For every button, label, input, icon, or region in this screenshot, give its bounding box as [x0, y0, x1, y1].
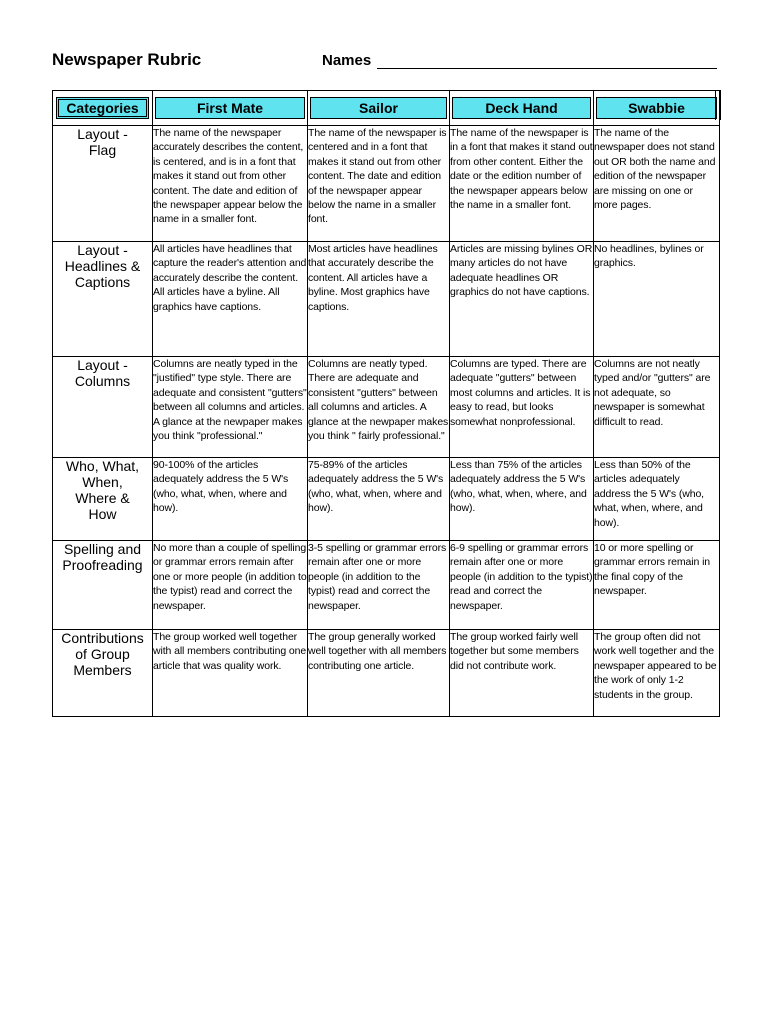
- criteria-cell: No more than a couple of spelling or grammar errors remain after one or more people (in addition to the typist) read and correct the newspaper.: [153, 541, 308, 630]
- criteria-cell: 75-89% of the articles adequately address the 5 W's (who, what, when, where and how).: [308, 458, 450, 541]
- column-header-sailor: Sailor: [308, 91, 450, 126]
- criteria-cell: 6-9 spelling or grammar errors remain after one or more people (in addition to the typist) read and correct the newspaper.: [450, 541, 594, 630]
- criteria-cell: 90-100% of the articles adequately address the 5 W's (who, what, when, where and how).: [153, 458, 308, 541]
- category-cell: Contributions of Group Members: [53, 630, 153, 717]
- category-cell: Spelling and Proofreading: [53, 541, 153, 630]
- category-cell: Who, What, When, Where & How: [53, 458, 153, 541]
- criteria-cell: The group worked well together with all members contributing one article that was quality work.: [153, 630, 308, 717]
- table-row: [53, 357, 720, 458]
- criteria-cell: The name of the newspaper accurately describes the content, is centered, and is in a font that makes it stand out from other content. The date and edition of the newspaper appear below the name in a smaller font.: [153, 126, 308, 242]
- column-header-categories: Categories: [53, 91, 153, 126]
- table-row: [53, 458, 720, 541]
- header-right-edge: [715, 90, 721, 120]
- criteria-cell: Columns are typed. There are adequate "gutters" between most columns and articles. It is easy to read, but looks somewhat nonprofessional.: [450, 357, 594, 458]
- criteria-cell: No headlines, bylines or graphics.: [594, 242, 720, 357]
- names-label: Names: [322, 52, 372, 69]
- criteria-cell: 10 or more spelling or grammar errors remain in the final copy of the newspaper.: [594, 541, 720, 630]
- criteria-cell: The name of the newspaper is in a font that makes it stand out from other content. Either the date or the edition number of the newspaper appears below the name in a smaller font.: [450, 126, 594, 242]
- rubric-table: [52, 90, 720, 717]
- criteria-cell: The group generally worked well together with all members contributing one article.: [308, 630, 450, 717]
- names-blank-line[interactable]: [377, 54, 717, 69]
- criteria-cell: Columns are neatly typed. There are adequate and consistent "gutters" between all columns and articles. A glance at the newpaper makes you think " fairly professional.": [308, 357, 450, 458]
- criteria-cell: Articles are missing bylines OR many articles do not have adequate headlines OR graphics do not have captions.: [450, 242, 594, 357]
- criteria-cell: Columns are neatly typed in the "justified" type style. There are adequate and consistent "gutters" between all columns and articles. A glance at the newpaper makes you think "professional.": [153, 357, 308, 458]
- table-row: [53, 541, 720, 630]
- criteria-cell: The name of the newspaper does not stand out OR both the name and edition of the newspaper are missing on one or more pages.: [594, 126, 720, 242]
- criteria-cell: 3-5 spelling or grammar errors remain after one or more people (in addition to the typist) read and correct the newspaper.: [308, 541, 450, 630]
- criteria-cell: Less than 75% of the articles adequately address the 5 W's (who, what, when, where, and how).: [450, 458, 594, 541]
- criteria-cell: All articles have headlines that capture the reader's attention and accurately describe the content. All articles have a byline. All graphics have captions.: [153, 242, 308, 357]
- table-row: [53, 242, 720, 357]
- page-title: Newspaper Rubric: [52, 50, 202, 69]
- criteria-cell: The group worked fairly well together but some members did not contribute work.: [450, 630, 594, 717]
- criteria-cell: The name of the newspaper is centered and in a font that makes it stand out from other content. The date and edition of the newspaper appear below the name in a smaller font.: [308, 126, 450, 242]
- column-header-swabbie: Swabbie: [594, 91, 720, 126]
- header-row: [53, 91, 720, 126]
- table-row: [53, 126, 720, 242]
- criteria-cell: Columns are not neatly typed and/or "gutters" are not adequate, so newspaper is somewhat difficult to read.: [594, 357, 720, 458]
- column-header-first-mate: First Mate: [153, 91, 308, 126]
- category-cell: Layout - Flag: [53, 126, 153, 242]
- column-header-deck-hand: Deck Hand: [450, 91, 594, 126]
- category-cell: Layout - Columns: [53, 357, 153, 458]
- criteria-cell: The group often did not work well together and the newspaper appeared to be the work of only 1-2 students in the group.: [594, 630, 720, 717]
- category-cell: Layout - Headlines & Captions: [53, 242, 153, 357]
- criteria-cell: Most articles have headlines that accurately describe the content. All articles have a byline. Most graphics have captions.: [308, 242, 450, 357]
- table-row: [53, 630, 720, 717]
- names-field: [322, 52, 717, 69]
- criteria-cell: Less than 50% of the articles adequately address the 5 W's (who, what, when, where, and how).: [594, 458, 720, 541]
